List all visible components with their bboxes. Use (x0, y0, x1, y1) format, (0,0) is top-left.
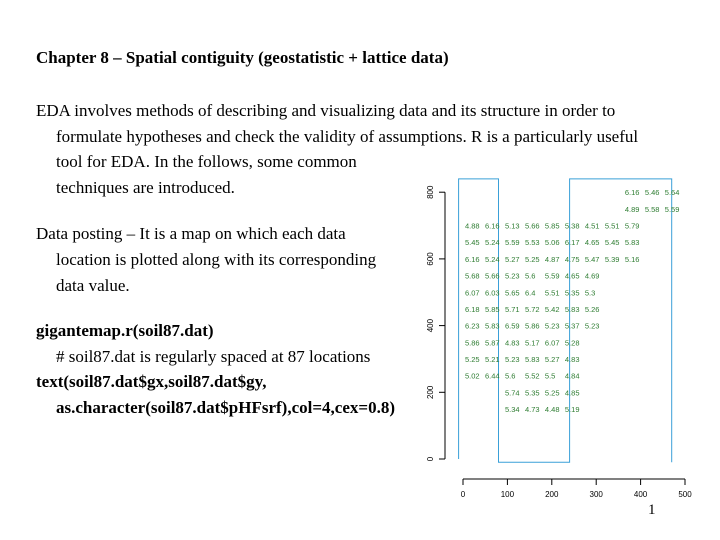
ph-value-label: 5.26 (584, 304, 600, 314)
ph-value-label: 5.35 (564, 288, 580, 298)
ph-value-label: 5.6 (524, 271, 536, 281)
ph-value-label: 5.27 (544, 354, 560, 364)
ph-value-label: 4.87 (544, 254, 560, 264)
ph-value-label: 5.23 (584, 321, 600, 331)
intro-line: techniques are introduced. (56, 177, 235, 197)
ph-value-label: 5.53 (524, 238, 540, 248)
ph-value-label: 5.13 (504, 221, 520, 231)
intro-line: formulate hypotheses and check the validity of assumptions. R is a particularly useful (56, 126, 639, 146)
y-tick-label: 600 (426, 252, 435, 266)
page-number: 1 (648, 502, 656, 518)
ph-value-label: 6.17 (564, 238, 580, 248)
ph-value-label: 5.38 (564, 221, 580, 231)
ph-value-label: 6.07 (544, 338, 560, 348)
ph-value-label: 6.4 (524, 288, 536, 298)
ph-value-label: 6.44 (484, 371, 500, 381)
ph-value-label: 5.66 (484, 271, 500, 281)
x-tick-label: 0 (460, 490, 466, 499)
ph-value-label: 4.73 (524, 404, 540, 414)
ph-value-label: 5.68 (465, 271, 480, 281)
ph-value-label: 5.71 (504, 304, 520, 314)
ph-value-label: 5.83 (624, 238, 640, 248)
code-line: gigantemap.r(soil87.dat) (36, 321, 214, 340)
ph-value-label: 5.85 (484, 304, 500, 314)
ph-value-label: 5.16 (624, 254, 640, 264)
ph-value-label: 5.51 (544, 288, 560, 298)
ph-value-label: 5.37 (564, 321, 580, 331)
ph-value-label: 5.86 (524, 321, 540, 331)
ph-value-label: 5.59 (664, 204, 680, 214)
ph-value-label: 5.83 (564, 304, 580, 314)
x-tick-label: 100 (500, 490, 515, 499)
ph-value-label: 5.21 (484, 354, 500, 364)
ph-value-label: 6.18 (465, 304, 480, 314)
code-line: as.character(soil87.dat$pHFsrf),col=4,cex=0.8) (56, 397, 395, 417)
ph-value-label: 5.19 (564, 404, 580, 414)
ph-value-label: 5.39 (604, 254, 620, 264)
ph-value-label: 4.88 (465, 221, 480, 231)
x-tick-label: 200 (545, 490, 559, 499)
x-tick-label: 400 (633, 490, 648, 499)
ph-value-label: 4.65 (584, 238, 600, 248)
ph-value-label: 5.06 (544, 238, 560, 248)
ph-value-label: 4.65 (564, 271, 580, 281)
ph-value-label: 5.45 (465, 238, 480, 248)
ph-value-label: 5.59 (504, 238, 520, 248)
ph-value-label: 5.83 (524, 354, 540, 364)
y-tick-label: 400 (426, 318, 435, 333)
slide-title: Chapter 8 – Spatial contiguity (geostatistic + lattice data) (36, 48, 449, 67)
ph-value-label: 5.52 (524, 371, 540, 381)
ph-value-label: 5.24 (484, 238, 500, 248)
ph-value-label: 6.59 (504, 321, 520, 331)
ph-value-label: 6.03 (484, 288, 500, 298)
ph-value-label: 4.83 (504, 338, 520, 348)
ph-value-label: 5.28 (564, 338, 580, 348)
ph-value-label: 5.59 (544, 271, 560, 281)
posting-line: location is plotted along with its corresponding (56, 250, 377, 269)
ph-value-label: 5.25 (465, 354, 480, 364)
ph-value-label: 4.83 (564, 354, 580, 364)
ph-value-label: 5.87 (484, 338, 500, 348)
code-comment: # soil87.dat is regularly spaced at 87 locations (56, 346, 371, 366)
ph-value-label: 5.17 (524, 338, 540, 348)
ph-value-label: 5.5 (544, 371, 556, 381)
ph-value-label: 5.66 (524, 221, 540, 231)
ph-value-label: 5.47 (584, 254, 600, 264)
ph-value-label: 5.23 (544, 321, 560, 331)
ph-value-label: 5.25 (524, 254, 540, 264)
ph-value-label: 5.42 (544, 304, 560, 314)
intro-line: tool for EDA. In the follows, some common (56, 152, 357, 171)
ph-value-label: 5.23 (504, 271, 520, 281)
ph-value-label: 5.51 (604, 221, 620, 231)
ph-value-label: 5.58 (644, 204, 660, 214)
ph-value-label: 5.74 (504, 388, 520, 398)
ph-value-label: 5.46 (644, 188, 660, 198)
code-line: text(soil87.dat$gx,soil87.dat$gy, (36, 372, 267, 391)
intro-line: EDA involves methods of describing and visualizing data and its structure in order to (36, 101, 616, 120)
posting-line: Data posting – It is a map on which each data (36, 224, 346, 243)
x-tick-label: 500 (678, 490, 692, 499)
ph-value-label: 5.72 (524, 304, 540, 314)
x-tick-label: 300 (589, 490, 603, 499)
ph-value-label: 4.48 (544, 404, 560, 414)
ph-value-label: 6.23 (465, 321, 480, 331)
ph-value-label: 5.45 (604, 238, 620, 248)
y-tick-label: 0 (426, 456, 435, 462)
ph-value-label: 6.16 (484, 221, 500, 231)
ph-value-label: 5.86 (465, 338, 480, 348)
ph-value-label: 4.89 (624, 204, 640, 214)
y-tick-label: 800 (426, 185, 435, 199)
ph-value-label: 4.84 (564, 371, 580, 381)
ph-value-label: 4.69 (584, 271, 600, 281)
ph-value-label: 5.24 (484, 254, 500, 264)
ph-value-label: 5.83 (484, 321, 500, 331)
ph-value-label: 5.35 (524, 388, 540, 398)
posting-line: data value. (56, 276, 130, 295)
ph-value-label: 6.16 (624, 188, 640, 198)
y-tick-label: 200 (426, 385, 435, 399)
ph-value-label: 5.02 (465, 371, 480, 381)
ph-value-label: 5.79 (624, 221, 640, 231)
ph-value-label: 5.6 (504, 371, 516, 381)
ph-value-label: 5.34 (504, 404, 520, 414)
ph-value-label: 5.25 (544, 388, 560, 398)
ph-value-label: 5.27 (504, 254, 520, 264)
ph-value-label: 6.07 (465, 288, 480, 298)
ph-value-label: 6.16 (465, 254, 480, 264)
ph-value-label: 5.85 (544, 221, 560, 231)
ph-value-label: 5.23 (504, 354, 520, 364)
ph-value-label: 5.65 (504, 288, 520, 298)
ph-value-label: 4.75 (564, 254, 580, 264)
ph-value-label: 5.64 (664, 188, 680, 198)
ph-value-label: 4.85 (564, 388, 580, 398)
ph-value-label: 4.51 (584, 221, 600, 231)
ph-value-label: 5.3 (584, 288, 596, 298)
